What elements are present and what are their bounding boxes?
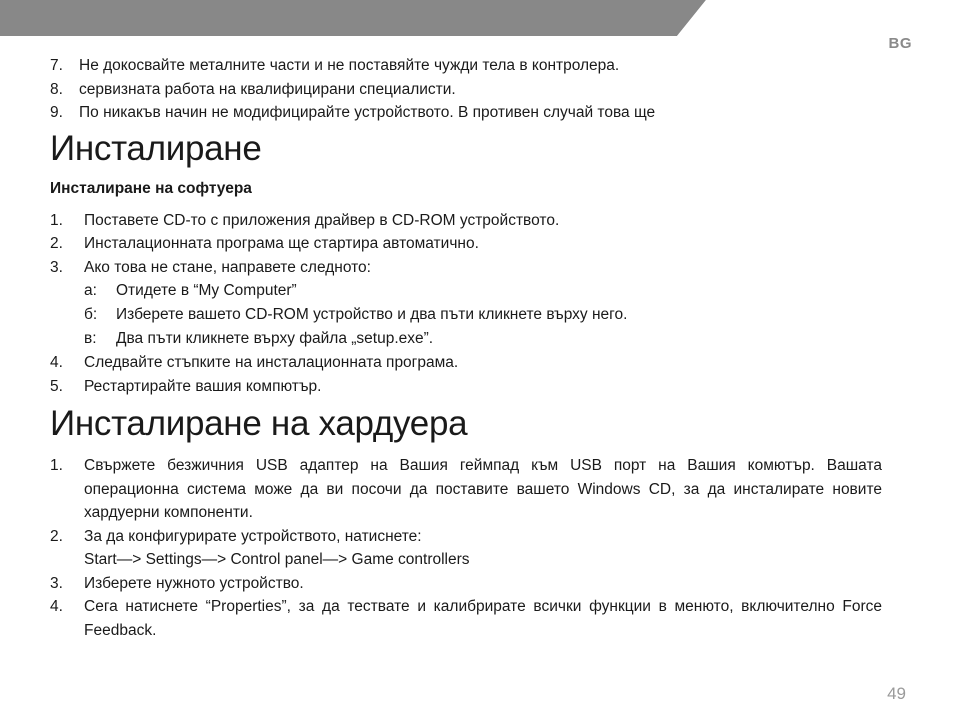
- hardware-step: [50, 572, 882, 596]
- list-number: 9.: [50, 104, 63, 121]
- intro-item: [50, 78, 882, 102]
- list-text: Ако това не стане, направете следното:: [84, 258, 371, 276]
- list-text: сервизната работа на квалифицирани специалисти.: [79, 80, 456, 98]
- install-step: [50, 256, 882, 280]
- page-number: 49: [887, 684, 906, 703]
- software-subheading: Инсталиране на софтуера: [50, 179, 252, 197]
- list-text: Следвайте стъпките на инсталационната програма.: [84, 354, 459, 371]
- hardware-step: [50, 454, 882, 525]
- list-number: 3.: [50, 574, 63, 592]
- list-text: Поставете CD-то с приложения драйвер в CD-ROM устройството.: [84, 211, 560, 229]
- list-number: 2.: [50, 527, 63, 545]
- install-step: [50, 375, 882, 399]
- list-text: Отидете в “My Computer”: [116, 282, 297, 299]
- header-band-shape: [0, 0, 706, 36]
- install-heading: Инсталиране: [50, 128, 262, 168]
- language-code: BG: [888, 35, 912, 52]
- install-step: [50, 209, 882, 233]
- list-number: 4.: [50, 354, 63, 371]
- list-number: 5.: [50, 377, 63, 395]
- page-content: [50, 54, 882, 642]
- intro-item: [50, 101, 882, 125]
- hardware-heading: Инсталиране на хардуера: [50, 404, 468, 443]
- list-text: Изберете нужното устройство.: [84, 574, 304, 592]
- list-letter: б:: [84, 306, 98, 323]
- list-text: Сега натиснете “Properties”, за да тествате и калибрирате всички функции в менюто, включително Force Feedback.: [84, 598, 882, 639]
- intro-item: [50, 54, 882, 78]
- list-letter: в:: [84, 330, 97, 347]
- list-number: 8.: [50, 80, 63, 98]
- hardware-step: [50, 525, 882, 572]
- list-number: 1.: [50, 457, 63, 474]
- list-text: Изберете вашето CD-ROM устройство и два пъти кликнете върху него.: [116, 306, 628, 323]
- list-letter: a:: [84, 282, 97, 299]
- list-text: Два пъти кликнете върху файла „setup.exe”.: [116, 330, 434, 347]
- install-substep: [50, 327, 882, 351]
- install-step: [50, 351, 882, 375]
- list-text: За да конфигурирате устройството, натиснете:: [84, 527, 422, 545]
- list-text: Рестартирайте вашия компютър.: [84, 377, 322, 395]
- install-step: [50, 232, 882, 256]
- list-text: Инсталационната програма ще стартира автоматично.: [84, 235, 479, 252]
- list-number: 2.: [50, 235, 63, 252]
- control-panel-path: Start—> Settings—> Control panel—> Game controllers: [84, 551, 470, 568]
- list-number: 4.: [50, 598, 63, 615]
- hardware-step: [50, 595, 882, 642]
- list-text: Свържете безжичния USB адаптер на Вашия геймпад към USB порт на Вашия комютър. Вашата операционна система може да ви посочи да поставите вашето Windows CD, за да инсталирате новите хардуерни компоненти.: [84, 457, 882, 521]
- list-number: 7.: [50, 57, 63, 74]
- install-substep: [50, 303, 882, 327]
- list-number: 3.: [50, 258, 63, 276]
- install-substep: [50, 279, 882, 303]
- list-text: По никакъв начин не модифицирайте устройството. В противен случай това ще: [79, 104, 656, 121]
- header-corner-shape: [677, 0, 954, 36]
- header-band: [0, 0, 954, 36]
- list-number: 1.: [50, 211, 63, 229]
- list-text: Не докосвайте металните части и не поставяйте чужди тела в контролера.: [79, 57, 620, 74]
